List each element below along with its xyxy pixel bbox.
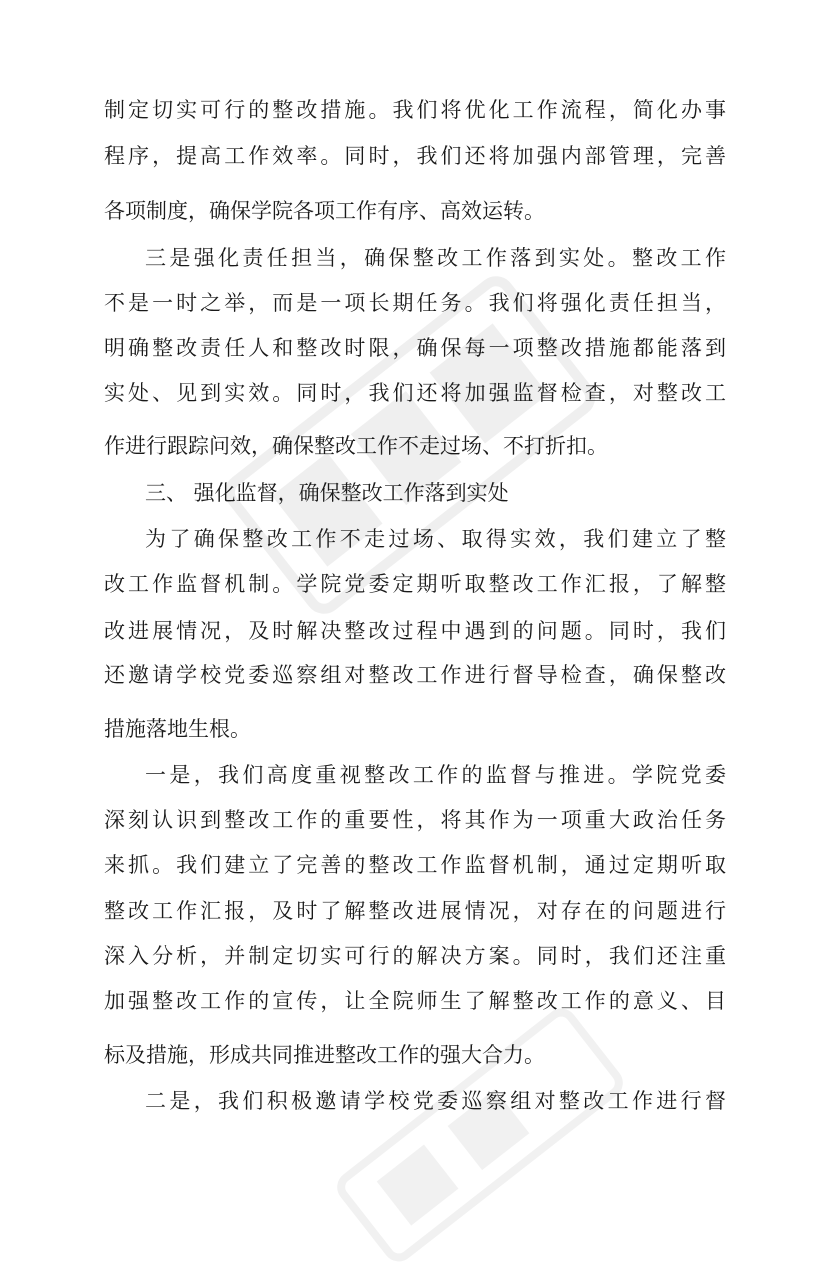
text-line: 程序，提高工作效率。同时，我们还将加强内部管理，完善 [104, 144, 726, 168]
text-line: 标及措施，形成共同推进整改工作的强大合力。 [104, 1043, 545, 1067]
text-line: 来抓。我们建立了完善的整改工作监督机制，通过定期听取 [104, 853, 726, 877]
text-line: 整改工作汇报，及时了解整改进展情况，对存在的问题进行 [104, 899, 726, 923]
text-line: 作进行跟踪问效，确保整改工作不走过场、不打折扣。 [104, 434, 608, 458]
text-line: 还邀请学校党委巡察组对整改工作进行督导检查，确保整改 [104, 663, 726, 687]
text-line: 制定切实可行的整改措施。我们将优化工作流程，简化办事 [104, 98, 726, 122]
paragraph-first-line: 一是，我们高度重视整改工作的监督与推进。学院党委 [145, 763, 726, 787]
text-line: 深入分析，并制定切实可行的解决方案。同时，我们还注重 [104, 944, 726, 968]
text-line: 深刻认识到整改工作的重要性，将其作为一项重大政治任务 [104, 808, 726, 832]
text-line: 改进展情况，及时解决整改过程中遇到的问题。同时，我们 [104, 619, 726, 643]
paragraph-first-line: 二是，我们积极邀请学校党委巡察组对整改工作进行督 [145, 1089, 726, 1113]
text-line: 加强整改工作的宣传，让全院师生了解整改工作的意义、目 [104, 989, 726, 1013]
text-line: 不是一时之举，而是一项长期任务。我们将强化责任担当， [104, 291, 726, 315]
paragraph-first-line: 为了确保整改工作不走过场、取得实效，我们建立了整 [145, 527, 726, 551]
text-line: 改工作监督机制。学院党委定期听取整改工作汇报，了解整 [104, 572, 726, 596]
text-line: 措施落地生根。 [104, 717, 251, 741]
text-line: 各项制度，确保学院各项工作有序、高效运转。 [104, 199, 545, 223]
section-heading: 三、 强化监督，确保整改工作落到实处 [145, 481, 509, 505]
text-line: 实处、见到实效。同时，我们还将加强监督检查，对整改工 [104, 381, 726, 405]
text-line: 明确整改责任人和整改时限，确保每一项整改措施都能落到 [104, 336, 726, 360]
paragraph-first-line: 三是强化责任担当，确保整改工作落到实处。整改工作 [145, 246, 726, 270]
